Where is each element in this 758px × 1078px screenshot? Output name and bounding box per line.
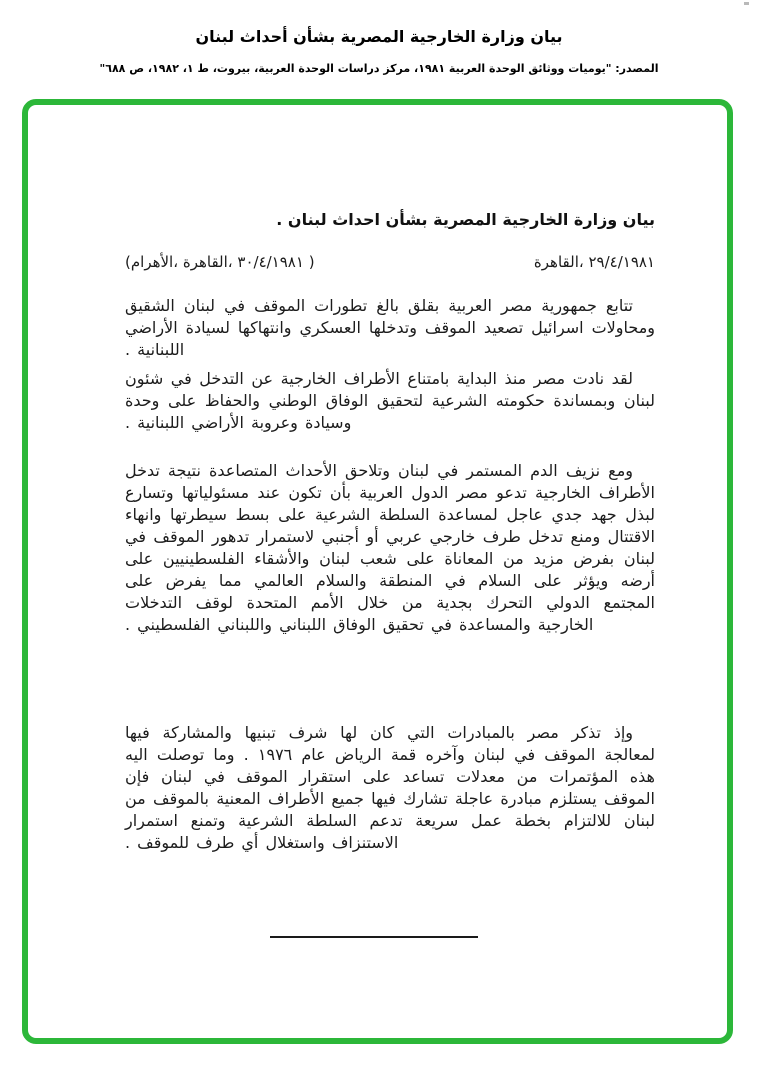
document-scan-panel xyxy=(22,99,733,1044)
dateline-row xyxy=(125,253,655,271)
scan-artifact-speck xyxy=(744,2,749,5)
body-paragraph-2: لقد نادت مصر منذ البداية بامتناع الأطراف الخارجية عن التدخل في شئون لبنان وبمساندة حكومته الشرعية لتحقيق الوفاق الوطني والحفاظ على وحدة وسيادة وعروبة الأراضي اللبنانية . xyxy=(125,369,655,432)
dateline-citation: (الأهرام، القاهرة، ٣٠/٤/١٩٨١ ) xyxy=(125,253,315,271)
footnote-separator-line xyxy=(270,936,478,938)
body-paragraph-4: وإذ تذكر مصر بالمبادرات التي كان لها شرف تبنيها والمشاركة فيها لمعالجة الموقف في لبنان وآخره قمة الرياض عام ١٩٧٦ . وما توصلت اليه هذه المؤتمرات من معدلات تساعد على استقرار الموقف في لبنان فإن الموقف يستلزم مبادرة عاجلة تشارك فيها جميع الأطراف المعنية بالموقف من لبنان للالتزام بخطة عمل سريعة تدعم السلطة الشرعية وتمنع استمرار الاستنزاف واستغلال أي طرف للموقف . xyxy=(125,723,655,852)
page-title: بيان وزارة الخارجية المصرية بشأن أحداث لبنان xyxy=(195,27,563,46)
document-title: بيان وزارة الخارجية المصرية بشأن احداث لبنان . xyxy=(276,210,655,229)
body-paragraph-3: ومع نزيف الدم المستمر في لبنان وتلاحق الأحداث المتصاعدة نتيجة تدخل الأطراف الخارجية تدعو مصر الدول العربية بأن تكون عند مسئولياتها وتسارع لبذل جهد جدي عاجل لمساعدة السلطة الشرعية على بسط سيطرتها وانهاء الاقتتال ومنع تدخل طرف خارجي عربي أو أجنبي لاستمرار تدهور الموقف في لبنان بفرض مزيد من المعاناة على شعب لبنان والأشقاء الفلسطينيين على أرضه ويؤثر على السلام في المنطقة والسلام العالمي مما يفرض على المجتمع الدولي التحرك بجدية من خلال الأمم المتحدة لوقف التدخلات الخارجية والمساعدة في تحقيق الوفاق اللبناني واللبناني الفلسطيني . xyxy=(125,461,655,634)
body-paragraph-1: تتابع جمهورية مصر العربية بقلق بالغ تطورات الموقف في لبنان الشقيق ومحاولات اسرائيل تصعيد الموقف وتدخلها العسكري وانتهاكها لسيادة الأراضي اللبنانية . xyxy=(125,296,655,359)
dateline-city-date: القاهرة، ٢٩/٤/١٩٨١ xyxy=(533,253,655,271)
document-text-column xyxy=(125,105,655,1038)
source-citation: المصدر: "يوميات ووثائق الوحدة العربية ١٩٨١، مركز دراسات الوحدة العربية، بيروت، ط ١، ١٩٨٢، ص ٦٨٨" xyxy=(99,62,659,75)
